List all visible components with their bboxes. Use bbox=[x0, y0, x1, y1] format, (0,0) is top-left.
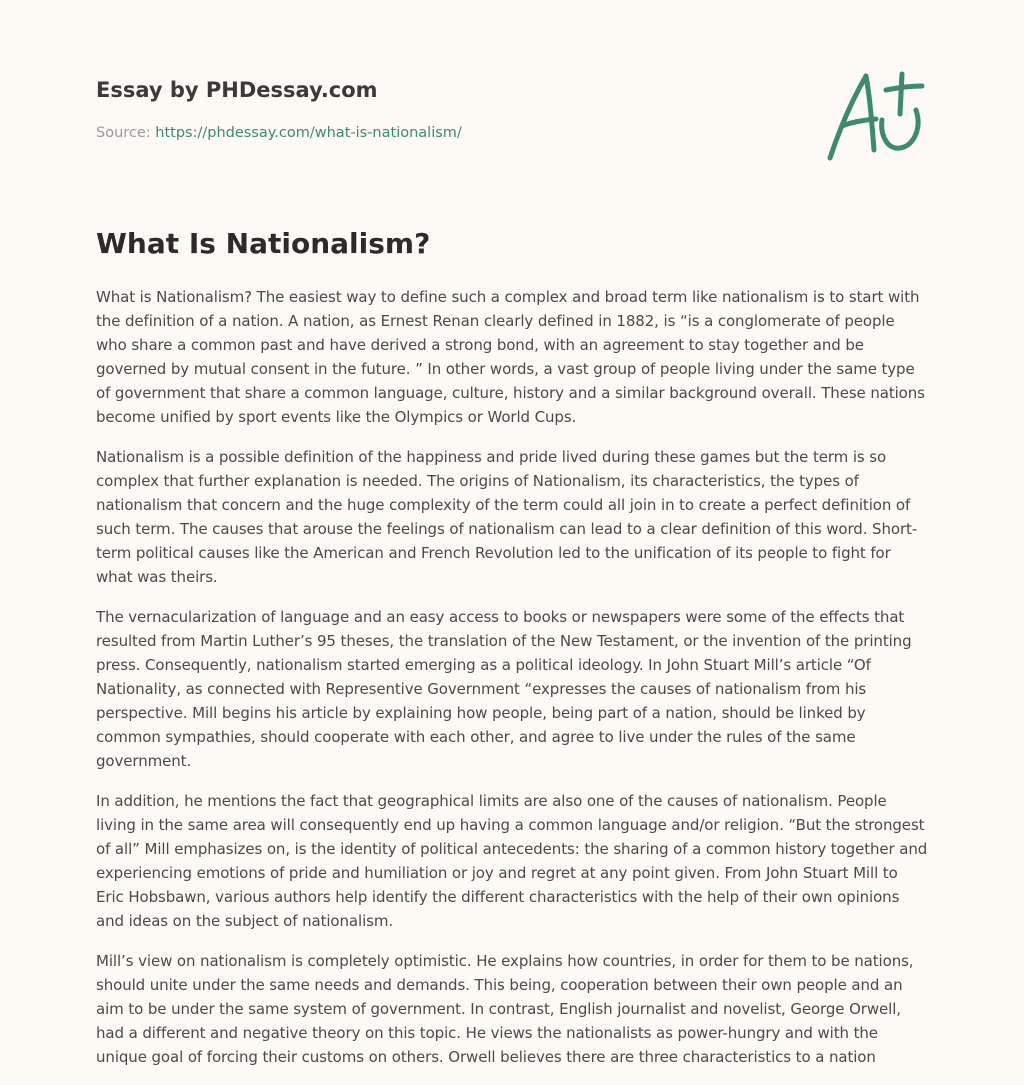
a-plus-logo-icon bbox=[826, 66, 926, 166]
essay-body bbox=[96, 285, 928, 1085]
essay-paragraph: Mill’s view on nationalism is completely optimistic. He explains how countries, in order for them to be nations, should unite under the same needs and demands. This being, cooperation between their own people and an aim to be under the same system of government. In contrast, English journalist and novelist, George Orwell, had a different and negative theory on this topic. He views the nationalists as power-hungry and with the unique goal of forcing their customs on others. Orwell believes there are three characteristics to a nation bbox=[96, 952, 914, 1066]
site-brand: Essay by PHDessay.com bbox=[96, 78, 378, 102]
source-link[interactable]: https://phdessay.com/what-is-nationalism/ bbox=[155, 125, 462, 141]
essay-title: What Is Nationalism? bbox=[96, 227, 431, 260]
source-line bbox=[96, 123, 462, 143]
source-label: Source: bbox=[96, 125, 156, 141]
essay-paragraph: The vernacularization of language and an easy access to books or newspapers were some of the effects that resulted from Martin Luther’s 95 theses, the translation of the New Testament, or the invention of the printing press. Consequently, nationalism started emerging as a political ideology. In John Stuart Mill’s article “Of Nationality, as connected with Representive Government “expresses the causes of nationalism from his perspective. Mill begins his article by explaining how people, being part of a nation, should be linked by common sympathies, should cooperate with each other, and agree to live under the rules of the same government. bbox=[96, 608, 912, 770]
essay-paragraph: In addition, he mentions the fact that geographical limits are also one of the causes of nationalism. People living in the same area will consequently end up having a common language and/or religion. “But the strongest of all” Mill emphasizes on, is the identity of political antecedents: the sharing of a common history together and experiencing emotions of pride and humiliation or joy and regret at any point given. From John Stuart Mill to Eric Hobsbawn, various authors help identify the different characteristics with the help of their own opinions and ideas on the subject of nationalism. bbox=[96, 792, 928, 930]
essay-paragraph: Nationalism is a possible definition of the happiness and pride lived during these games but the term is so complex that further explanation is needed. The origins of Nationalism, its characteristics, the types of nationalism that concern and the huge complexity of the term could all join in to create a perfect definition of such term. The causes that arouse the feelings of nationalism can lead to a clear definition of this word. Short-term political causes like the American and French Revolution led to the unification of its people to fight for what was theirs. bbox=[96, 448, 918, 586]
essay-paragraph: What is Nationalism? The easiest way to define such a complex and broad term like nationalism is to start with the definition of a nation. A nation, as Ernest Renan clearly defined in 1882, is “is a conglomerate of people who share a common past and have derived a strong bond, with an agreement to stay together and be governed by mutual consent in the future. ” In other words, a vast group of people living under the same type of government that share a common language, culture, history and a similar background overall. These nations become unified by sport events like the Olympics or World Cups. bbox=[96, 288, 925, 426]
